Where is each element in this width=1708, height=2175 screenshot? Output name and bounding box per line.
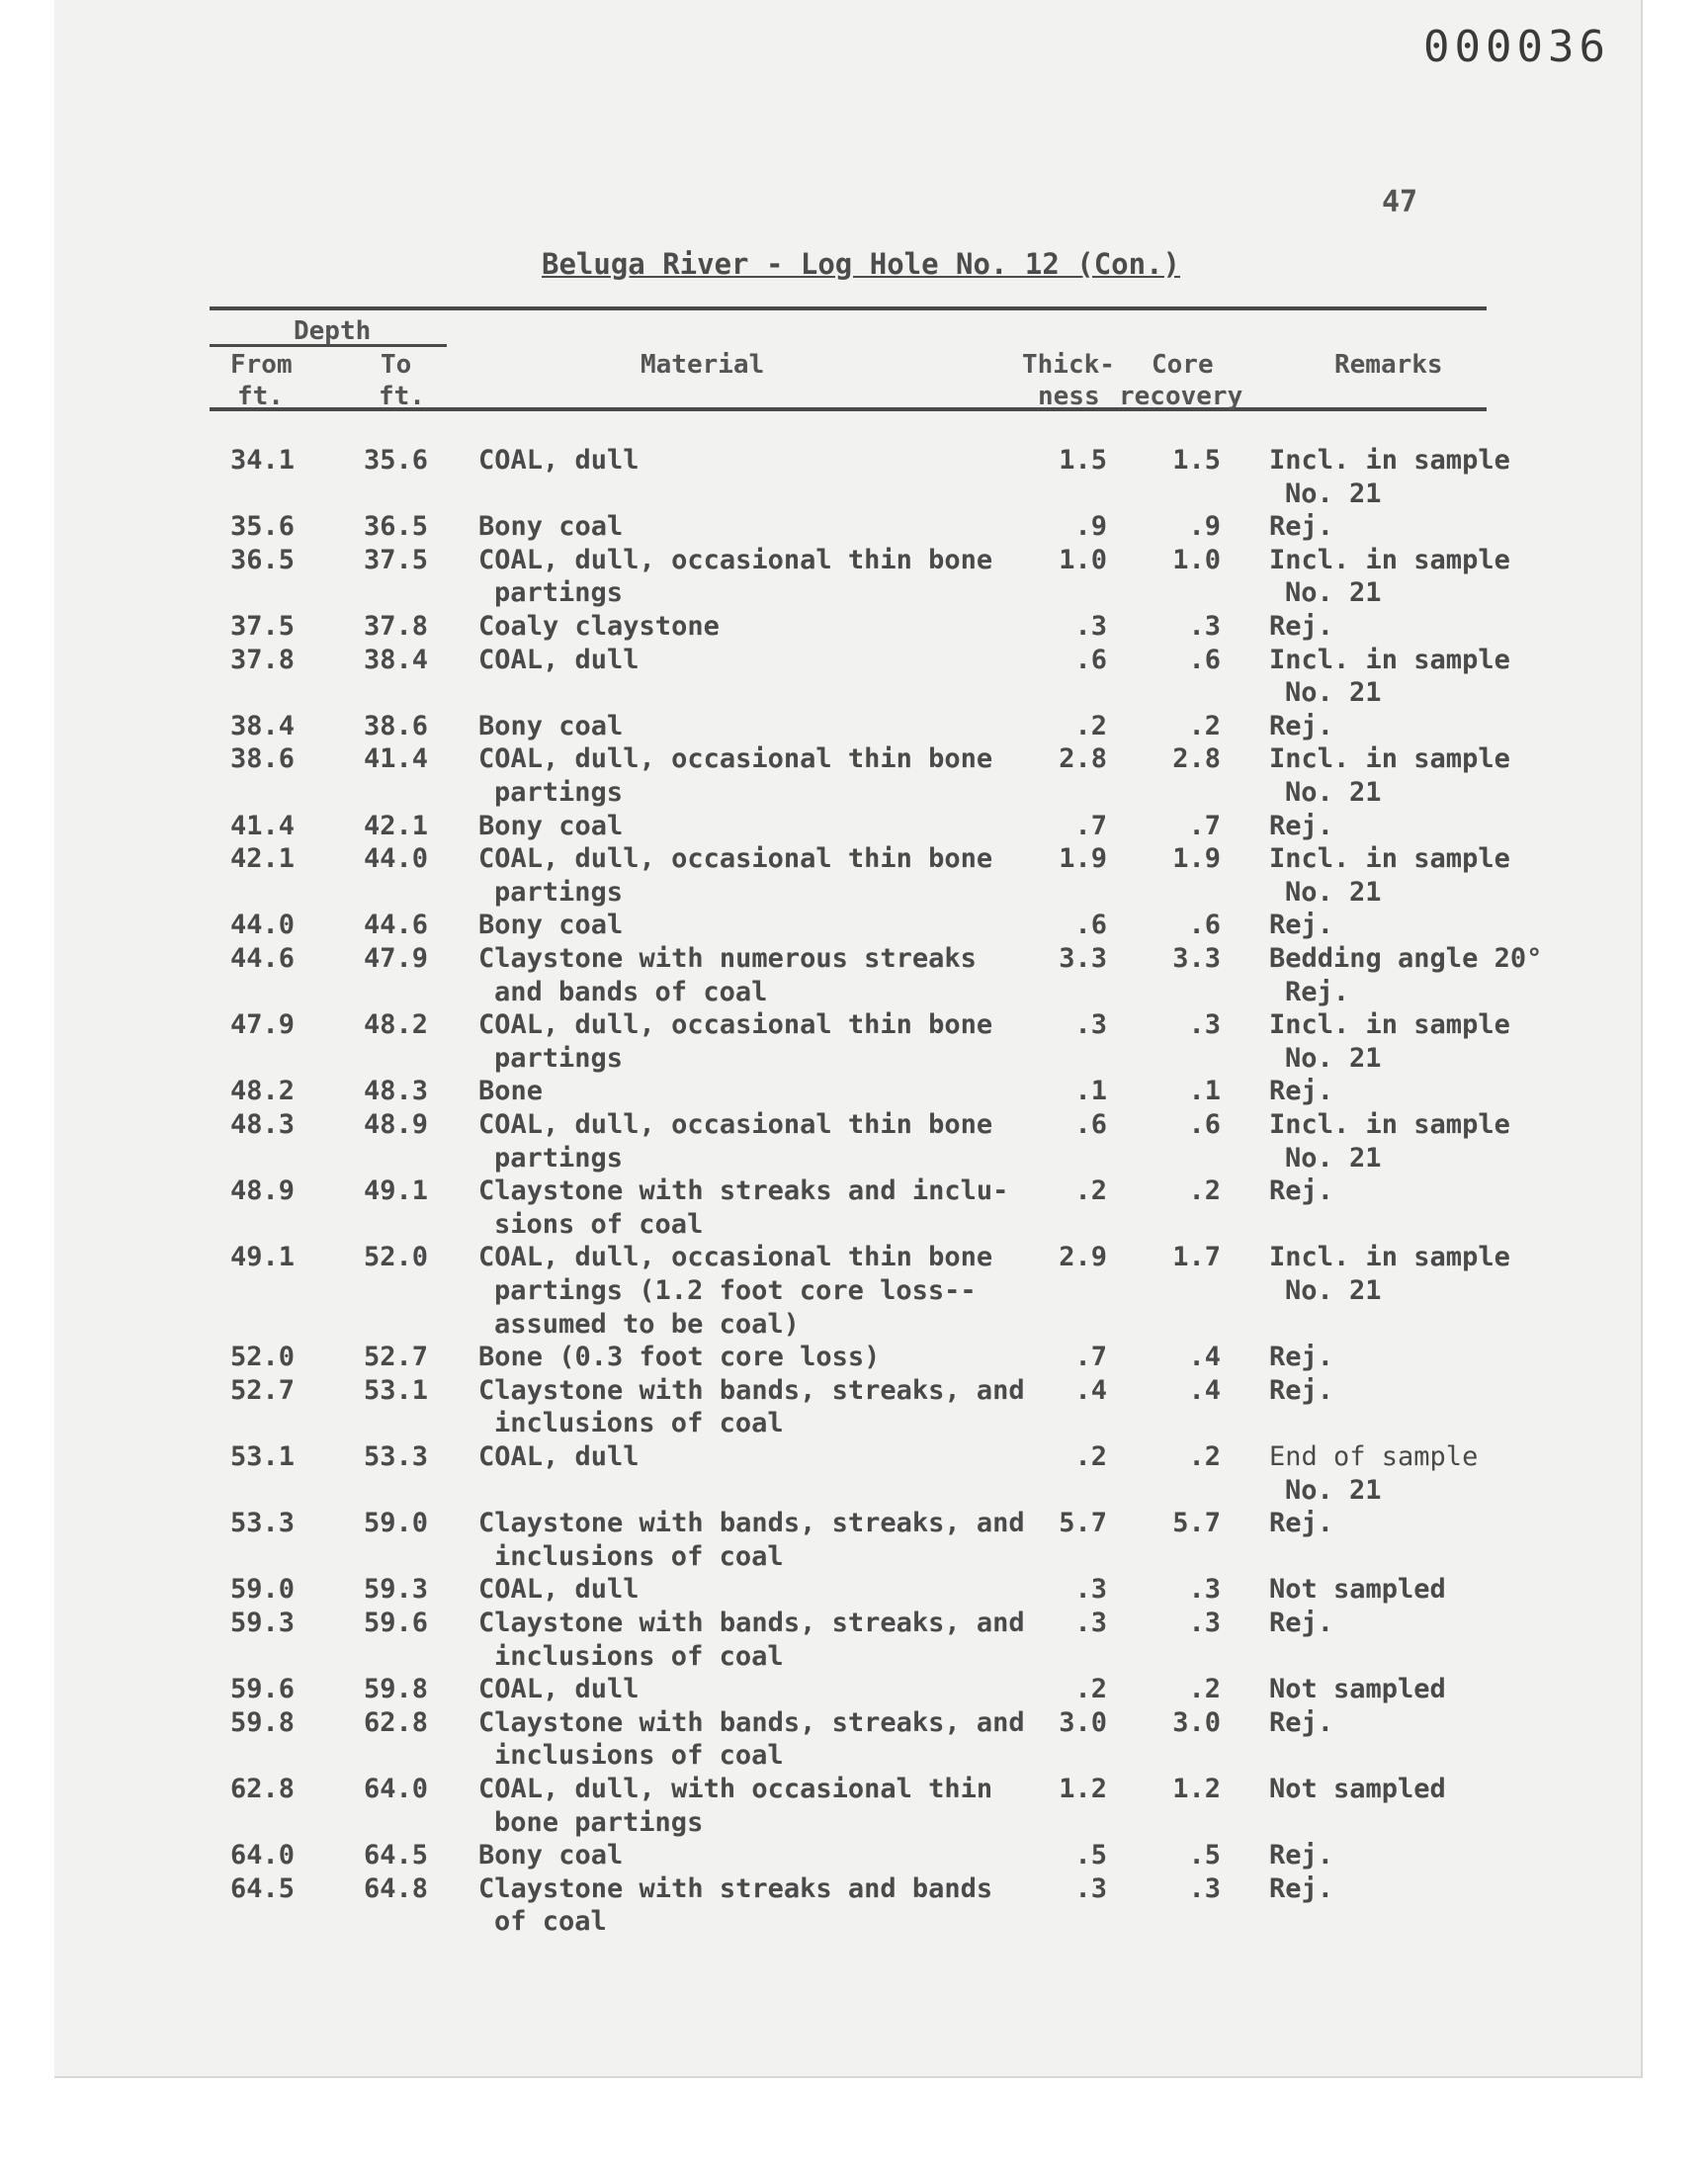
core-recovery-cell: 2.8 [1172,743,1221,775]
serial-number: 000036 [1423,22,1610,72]
core-recovery-cell: .6 [1188,1109,1221,1140]
material-cell: inclusions of coal [494,1740,784,1772]
material-cell: COAL, dull [478,1674,640,1705]
thickness-cell: 2.9 [1059,1242,1107,1273]
table-row [0,1440,1581,1506]
page-title: Beluga River - Log Hole No. 12 (Con.) [542,247,1181,281]
depth-from-cell: 49.1 [230,1242,296,1273]
depth-to-cell: 42.1 [364,810,429,841]
table-row [0,1872,1581,1938]
table-row [0,1607,1581,1672]
depth-to-cell: 38.6 [364,710,429,741]
material-cell: Claystone with numerous streaks [478,943,977,974]
remarks-cell: Rej. [1269,1342,1334,1373]
table-row [0,1341,1581,1373]
remarks-cell: No. 21 [1285,876,1382,908]
core-recovery-cell: 1.2 [1172,1774,1221,1804]
table-row [0,644,1581,709]
depth-to-cell: 52.7 [364,1342,429,1373]
material-cell: and bands of coal [494,976,768,1007]
table-row [0,510,1581,543]
core-recovery-cell: .2 [1188,1674,1221,1705]
to-header: To [381,350,412,380]
thickness-cell: 3.3 [1059,943,1107,974]
core-recovery-cell: .3 [1188,1872,1221,1904]
remarks-cell: Incl. in sample [1269,743,1510,775]
core-recovery-cell: .2 [1188,710,1221,741]
remarks-cell: Rej. [1269,1508,1334,1539]
core-header-line2: recovery [1119,382,1243,411]
table-row [0,909,1581,941]
thickness-cell: .2 [1074,710,1107,741]
material-cell: Bony coal [478,1840,624,1871]
table-row [0,444,1581,509]
material-cell: COAL, dull, occasional thin bone [478,843,993,875]
table-row [0,710,1581,742]
remarks-cell: Rej. [1269,1374,1334,1406]
depth-from-cell: 47.9 [230,1009,296,1041]
material-cell: inclusions of coal [494,1640,784,1672]
material-cell: partings [494,577,624,609]
depth-to-cell: 53.1 [364,1374,429,1406]
thickness-cell: 3.0 [1059,1706,1107,1738]
table-row [0,1108,1581,1174]
remarks-cell: Incl. in sample [1269,544,1510,575]
depth-from-cell: 44.0 [230,910,296,941]
depth-to-cell: 44.6 [364,910,429,941]
remarks-cell: Incl. in sample [1269,1109,1510,1140]
material-cell: partings [494,876,624,908]
remarks-cell: End of sample [1269,1441,1479,1472]
core-recovery-cell: 3.3 [1172,943,1221,974]
remarks-cell: No. 21 [1285,577,1382,609]
depth-from-cell: 36.5 [230,544,296,575]
remarks-cell: Rej. [1269,1076,1334,1107]
thickness-cell: .7 [1074,810,1107,841]
depth-to-cell: 64.8 [364,1872,429,1904]
depth-from-cell: 38.4 [230,710,296,741]
thickness-header-line2: ness [1038,382,1100,411]
core-recovery-cell: .3 [1188,611,1221,642]
depth-from-cell: 34.1 [230,445,296,476]
remarks-cell: No. 21 [1285,1142,1382,1174]
thickness-cell: .7 [1074,1342,1107,1373]
table-row [0,1673,1581,1705]
remarks-cell: Rej. [1269,910,1334,941]
depth-to-cell: 37.8 [364,611,429,642]
remarks-cell: Rej. [1269,710,1334,741]
core-recovery-cell: .2 [1188,1441,1221,1472]
depth-to-cell: 59.8 [364,1674,429,1705]
core-recovery-cell: .6 [1188,910,1221,941]
material-cell: assumed to be coal) [494,1308,800,1340]
core-recovery-cell: 1.9 [1172,843,1221,875]
core-recovery-cell: .6 [1188,644,1221,675]
remarks-cell: Bedding angle 20° [1269,943,1543,974]
core-recovery-cell: 3.0 [1172,1706,1221,1738]
material-cell: COAL, dull, with occasional thin [478,1774,993,1804]
thickness-cell: .6 [1074,910,1107,941]
depth-to-cell: 47.9 [364,943,429,974]
remarks-cell: Incl. in sample [1269,843,1510,875]
table-row [0,1374,1581,1439]
core-recovery-cell: .4 [1188,1374,1221,1406]
material-cell: COAL, dull, occasional thin bone [478,743,993,775]
depth-from-cell: 48.3 [230,1109,296,1140]
from-header: From [230,350,293,380]
depth-from-cell: 37.5 [230,611,296,642]
depth-from-cell: 62.8 [230,1774,296,1804]
depth-to-cell: 44.0 [364,843,429,875]
thickness-cell: .3 [1074,611,1107,642]
table-row [0,842,1581,908]
remarks-cell: Rej. [1269,810,1334,841]
thickness-cell: 1.0 [1059,544,1107,575]
material-cell: Coaly claystone [478,611,720,642]
depth-from-cell: 59.6 [230,1674,296,1705]
remarks-cell: No. 21 [1285,1274,1382,1306]
depth-to-cell: 59.3 [364,1574,429,1606]
thickness-cell: .2 [1074,1441,1107,1472]
material-cell: Bone (0.3 foot core loss) [478,1342,881,1373]
depth-from-cell: 48.2 [230,1076,296,1107]
table-row [0,810,1581,842]
thickness-cell: .4 [1074,1374,1107,1406]
thickness-cell: .2 [1074,1674,1107,1705]
material-cell: Claystone with bands, streaks, and [478,1608,1025,1638]
material-cell: Bone [478,1076,544,1107]
material-cell: Claystone with bands, streaks, and [478,1374,1025,1406]
depth-from-cell: 42.1 [230,843,296,875]
depth-from-cell: 59.3 [230,1608,296,1638]
remarks-cell: No. 21 [1285,1474,1382,1506]
depth-to-cell: 41.4 [364,743,429,775]
material-cell: partings [494,776,624,808]
core-header-line1: Core [1152,350,1214,380]
material-cell: Bony coal [478,910,624,941]
material-cell: Bony coal [478,810,624,841]
thickness-cell: 1.2 [1059,1774,1107,1804]
depth-from-cell: 59.8 [230,1706,296,1738]
core-recovery-cell: .3 [1188,1574,1221,1606]
depth-to-cell: 64.0 [364,1774,429,1804]
material-cell: COAL, dull, occasional thin bone [478,544,993,575]
table-row [0,1573,1581,1606]
material-header: Material [640,350,765,380]
thickness-cell: .9 [1074,511,1107,543]
remarks-cell: Rej. [1269,1840,1334,1871]
header-top-rule [210,306,1487,310]
material-cell: COAL, dull [478,1441,640,1472]
depth-to-cell: 49.1 [364,1175,429,1207]
depth-header: Depth [294,316,372,346]
depth-to-cell: 38.4 [364,644,429,675]
thickness-cell: 2.8 [1059,743,1107,775]
remarks-cell: No. 21 [1285,1042,1382,1074]
table-row [0,942,1581,1007]
remarks-cell: Not sampled [1269,1574,1446,1606]
remarks-cell: Incl. in sample [1269,445,1510,476]
core-recovery-cell: .9 [1188,511,1221,543]
table-row [0,1507,1581,1572]
depth-from-cell: 44.6 [230,943,296,974]
thickness-cell: .3 [1074,1872,1107,1904]
depth-from-cell: 38.6 [230,743,296,775]
depth-to-cell: 59.6 [364,1608,429,1638]
depth-to-cell: 48.9 [364,1109,429,1140]
remarks-header: Remarks [1334,350,1443,380]
depth-to-cell: 35.6 [364,445,429,476]
depth-from-cell: 52.0 [230,1342,296,1373]
remarks-cell: Rej. [1269,1608,1334,1638]
thickness-cell: .3 [1074,1009,1107,1041]
material-cell: bone partings [494,1806,704,1838]
table-row [0,742,1581,808]
to-unit-header: ft. [379,382,425,411]
table-row [0,1174,1581,1240]
core-recovery-cell: 1.0 [1172,544,1221,575]
core-recovery-cell: .4 [1188,1342,1221,1373]
remarks-cell: Rej. [1285,976,1350,1007]
depth-to-cell: 62.8 [364,1706,429,1738]
depth-to-cell: 48.3 [364,1076,429,1107]
thickness-cell: 1.5 [1059,445,1107,476]
depth-to-cell: 64.5 [364,1840,429,1871]
core-recovery-cell: .7 [1188,810,1221,841]
material-cell: partings (1.2 foot core loss-- [494,1274,977,1306]
remarks-cell: Rej. [1269,1872,1334,1904]
table-row [0,1075,1581,1107]
table-row [0,544,1581,609]
thickness-cell: 5.7 [1059,1508,1107,1539]
material-cell: inclusions of coal [494,1540,784,1572]
material-cell: COAL, dull [478,644,640,675]
depth-to-cell: 53.3 [364,1441,429,1472]
thickness-cell: .1 [1074,1076,1107,1107]
table-row [0,1839,1581,1871]
material-cell: of coal [494,1906,607,1938]
core-recovery-cell: 1.5 [1172,445,1221,476]
from-unit-header: ft. [237,382,284,411]
remarks-cell: Not sampled [1269,1674,1446,1705]
remarks-cell: Incl. in sample [1269,1242,1510,1273]
material-cell: COAL, dull [478,1574,640,1606]
core-recovery-cell: .5 [1188,1840,1221,1871]
material-cell: Claystone with streaks and bands [478,1872,993,1904]
material-cell: partings [494,1142,624,1174]
material-cell: COAL, dull [478,445,640,476]
depth-from-cell: 53.1 [230,1441,296,1472]
material-cell: Bony coal [478,710,624,741]
core-recovery-cell: .3 [1188,1608,1221,1638]
thickness-cell: .3 [1074,1608,1107,1638]
thickness-cell: .5 [1074,1840,1107,1871]
material-cell: Claystone with streaks and inclu- [478,1175,1009,1207]
core-recovery-cell: .2 [1188,1175,1221,1207]
depth-to-cell: 48.2 [364,1009,429,1041]
material-cell: sions of coal [494,1208,704,1240]
thickness-cell: .6 [1074,644,1107,675]
remarks-cell: Rej. [1269,1175,1334,1207]
depth-to-cell: 59.0 [364,1508,429,1539]
table-row [0,1008,1581,1074]
remarks-cell: No. 21 [1285,478,1382,509]
depth-to-cell: 52.0 [364,1242,429,1273]
depth-to-cell: 36.5 [364,511,429,543]
depth-from-cell: 59.0 [230,1574,296,1606]
thickness-cell: 1.9 [1059,843,1107,875]
page-number: 47 [1382,185,1418,219]
material-cell: Claystone with bands, streaks, and [478,1706,1025,1738]
table-row [0,610,1581,643]
depth-from-cell: 37.8 [230,644,296,675]
core-recovery-cell: 1.7 [1172,1242,1221,1273]
material-cell: COAL, dull, occasional thin bone [478,1009,993,1041]
remarks-cell: Rej. [1269,611,1334,642]
depth-from-cell: 48.9 [230,1175,296,1207]
depth-from-cell: 64.0 [230,1840,296,1871]
material-cell: COAL, dull, occasional thin bone [478,1242,993,1273]
remarks-cell: No. 21 [1285,677,1382,709]
material-cell: Bony coal [478,511,624,543]
remarks-cell: Rej. [1269,1706,1334,1738]
core-recovery-cell: 5.7 [1172,1508,1221,1539]
core-recovery-cell: .1 [1188,1076,1221,1107]
thickness-cell: .3 [1074,1574,1107,1606]
depth-from-cell: 41.4 [230,810,296,841]
material-cell: partings [494,1042,624,1074]
thickness-cell: .2 [1074,1175,1107,1207]
table-row [0,1706,1581,1772]
depth-from-cell: 64.5 [230,1872,296,1904]
remarks-cell: Incl. in sample [1269,1009,1510,1041]
core-recovery-cell: .3 [1188,1009,1221,1041]
table-row [0,1241,1581,1340]
table-row [0,1773,1581,1838]
depth-to-cell: 37.5 [364,544,429,575]
remarks-cell: Rej. [1269,511,1334,543]
material-cell: COAL, dull, occasional thin bone [478,1109,993,1140]
remarks-cell: Incl. in sample [1269,644,1510,675]
depth-from-cell: 53.3 [230,1508,296,1539]
thickness-header-line1: Thick- [1022,350,1115,380]
depth-from-cell: 35.6 [230,511,296,543]
material-cell: inclusions of coal [494,1408,784,1439]
depth-from-cell: 52.7 [230,1374,296,1406]
material-cell: Claystone with bands, streaks, and [478,1508,1025,1539]
remarks-cell: Not sampled [1269,1774,1446,1804]
thickness-cell: .6 [1074,1109,1107,1140]
remarks-cell: No. 21 [1285,776,1382,808]
